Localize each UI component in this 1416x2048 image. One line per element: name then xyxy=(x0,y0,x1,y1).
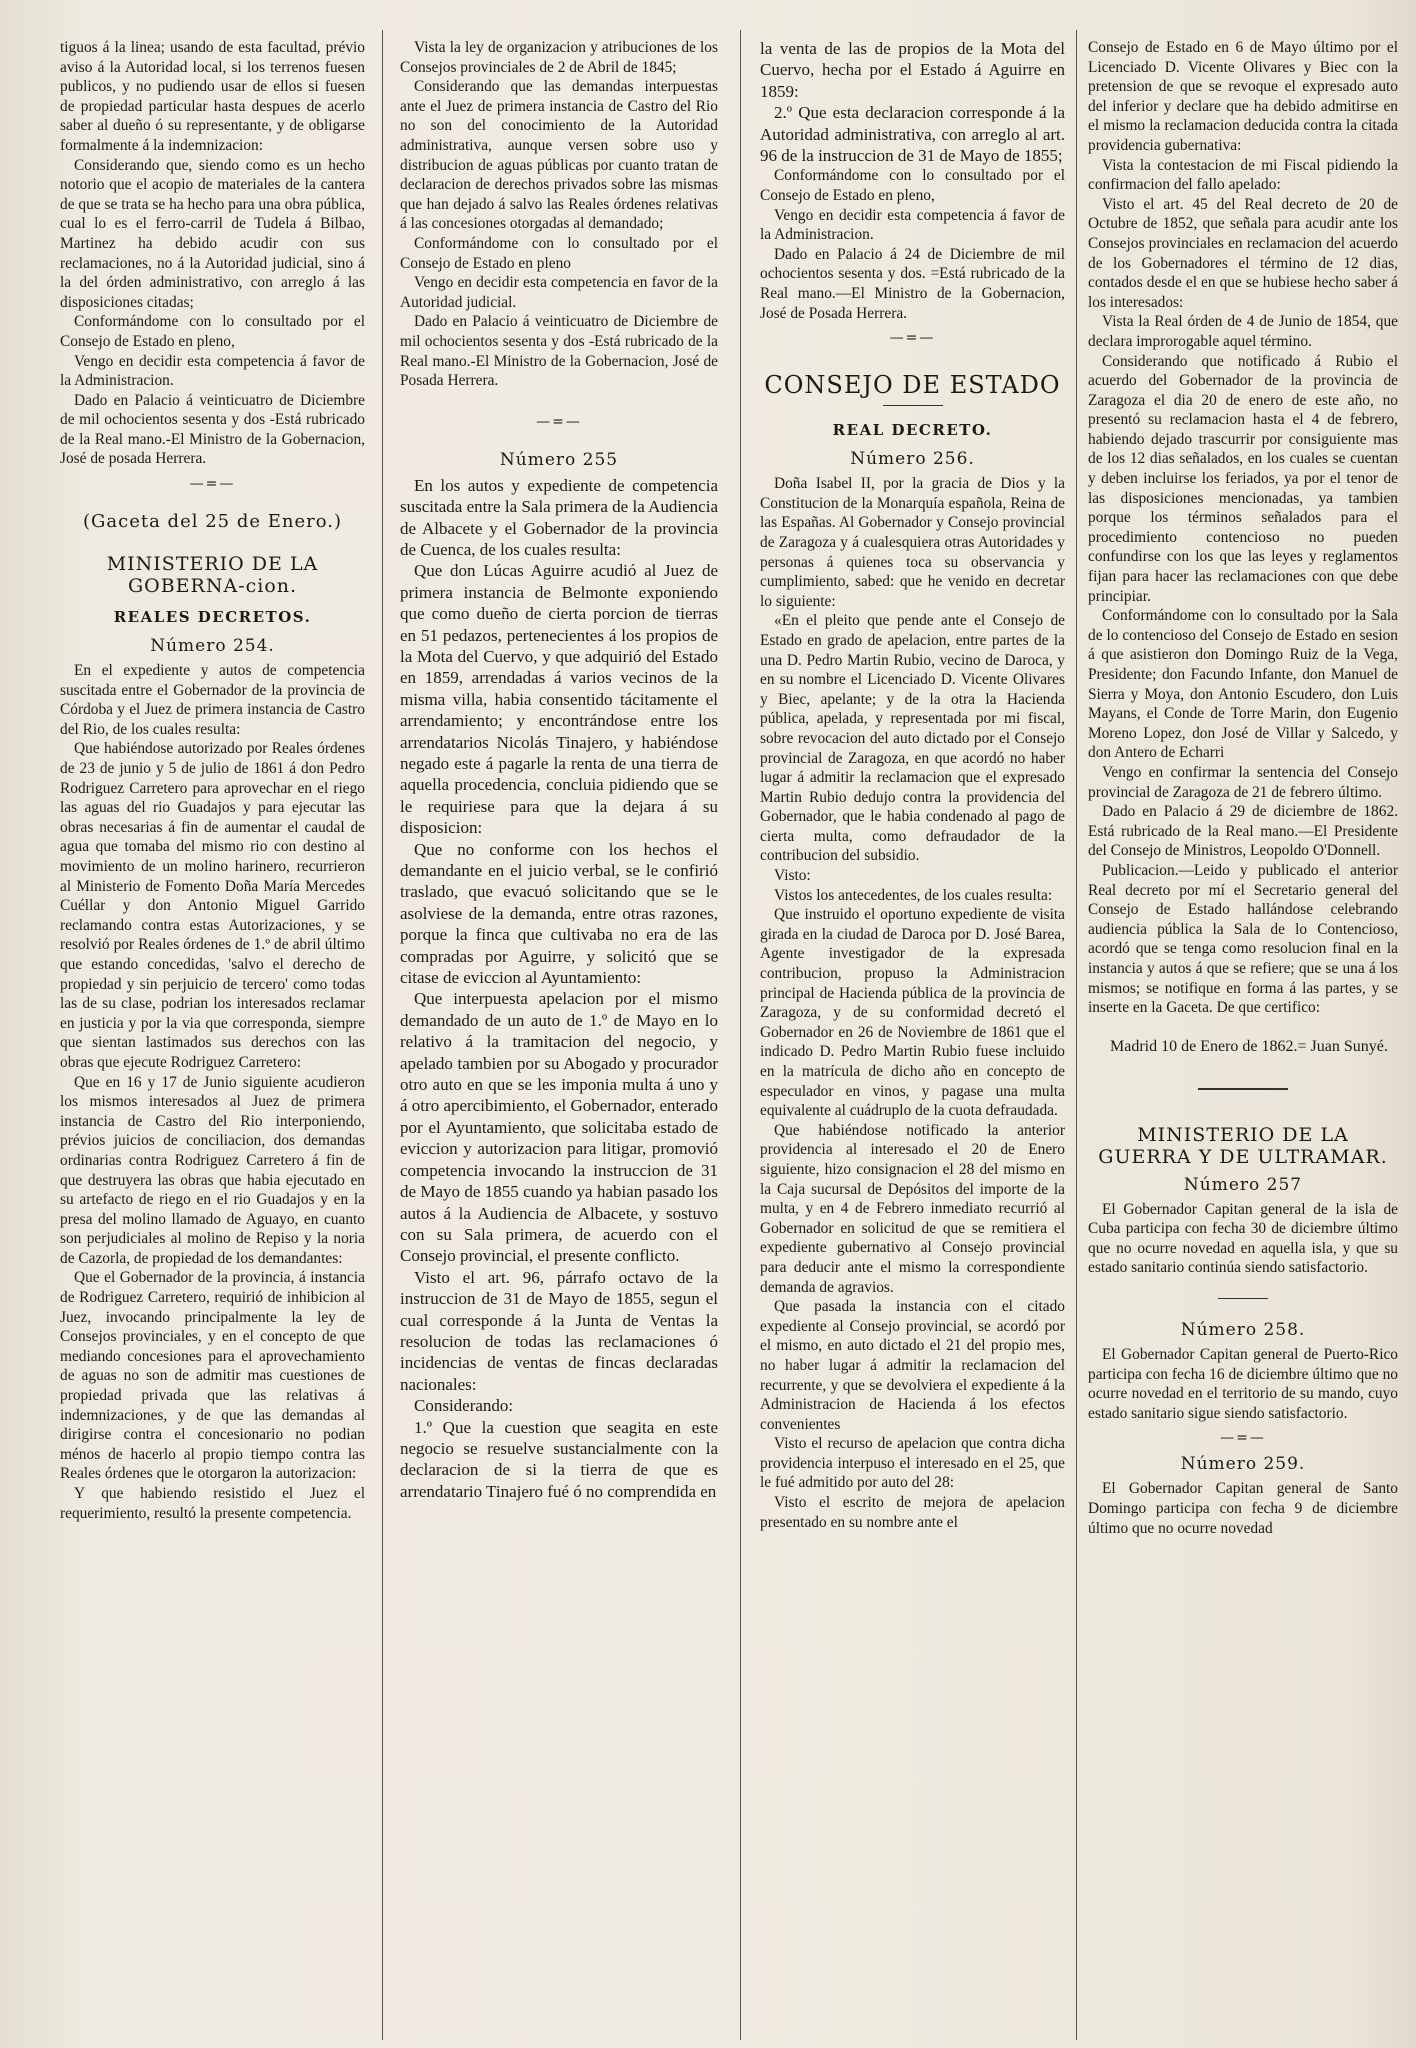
paragraph: Y que habiendo resistido el Juez el requerimiento, resultó la presente competencia. xyxy=(60,1485,365,1522)
paragraph: Vengo en confirmar la sentencia del Consejo provincial de Zaragoza de 21 de febrero último. xyxy=(1088,763,1398,801)
paragraph: Doña Isabel II, por la gracia de Dios y la Constitucion de la Monarquía española, Reina de las Españas. Al Gobernador y Consejo provincial de Zaragoza y á cualesquiera otras Autoridades y personas á quienes toca su observancia y cumplimiento, sabed: que he venido en decretar lo siguiente: xyxy=(760,475,1065,610)
paragraph: Conformándome con lo consultado por la Sala de lo contencioso del Consejo de Estado en sesion á que asistieron don Domingo Ruiz de la Vega, Presidente; don Facundo Infante, don Manuel de Sierra y Moya, don Antonio Escudero, don Luis Mayans, el Conde de Torre Marin, don Eugenio Moreno Lopez, don José de Villar y Salcedo, y don Antero de Echarri xyxy=(1088,607,1398,762)
column-rule xyxy=(382,30,383,2040)
paragraph: «En el pleito que pende ante el Consejo de Estado en grado de apelacion, entre partes de la una D. Pedro Martin Rubio, vecino de Daroca, y en su nombre el Licenciado D. Vicente Olivares y Biec, apelante; y de la otra la Hacienda pública, apelada, y representada por mi fiscal, sobre revocacion del auto dictado por el Consejo provincial de Zaragoza, en que acordó no haber lugar á admitir la reclamacion que el expresado Martin Rubio dedujo contra la providencia del Gobernador, que le habia condenado al pago de cierta multa, como defraudador de la contribucion del subsidio. xyxy=(760,612,1065,865)
separator xyxy=(1218,1298,1268,1299)
paragraph: Visto el recurso de apelacion que contra dicha providencia interpuso el interesado en el 25, que le fué admitido por auto del 28: xyxy=(760,1435,1065,1492)
paragraph: la venta de las de propios de la Mota del Cuervo, hecha por el Estado á Aguirre en 1859: xyxy=(760,39,1065,101)
section-heading: REALES DECRETOS. xyxy=(113,608,312,627)
paragraph: Vistos los antecedentes, de los cuales resulta: xyxy=(774,886,1053,904)
paragraph: Que no conforme con los hechos el demandante en el juicio verbal, se le confirió traslado, que evacuó solicitando que se le asolviese de la demanda, entre otras razones, porque la finca que cultivaba no era de las compradas por Aguirre, y solicitó que se citase de eviccion al Ayuntamiento: xyxy=(400,839,718,988)
ministry-heading: MINISTERIO DE LA GUERRA Y DE ULTRAMAR. xyxy=(1098,1123,1388,1168)
paragraph: Considerando: xyxy=(414,1396,514,1416)
separator: —=— xyxy=(1220,1430,1266,1447)
paragraph: Vista la ley de organizacion y atribuciones de los Consejos provinciales de 2 de Abril de 1845; xyxy=(400,39,718,76)
separator xyxy=(883,405,943,406)
paragraph: El Gobernador Capitan general de Santo Domingo participa con fecha 9 de diciembre último que no ocurre novedad xyxy=(1088,1480,1398,1537)
decree-number: Número 256. xyxy=(850,449,975,470)
paragraph: Vista la contestacion de mi Fiscal pidiendo la confirmacion del fallo apelado: xyxy=(1088,156,1398,194)
paragraph: Vengo en decidir esta competencia en favor de la Autoridad judicial. xyxy=(400,274,718,311)
paragraph: Publicacion.—Leido y publicado el anterior Real decreto por mí el Secretario general del Consejo de Estado hallándose celebrando audiencia pública la Sala de lo Contencioso, acordó que se tenga como resolucion final en la instancia y autos á que se refiere; que se una á los mismos; se notifique en forma á las partes, y se inserte en la Gaceta. De que certifico: xyxy=(1088,861,1398,1017)
paragraph: tiguos á la linea; usando de esta facultad, prévio aviso á la Autoridad local, si los terrenos fuesen publicos, y no pudiendo usar de ellos si fuesen de propiedad particular hasta despues de acerlo saber al dueño ó su representante, y de obligarse formalmente á la indemnizacion: xyxy=(60,39,365,154)
paragraph: En el expediente y autos de competencia suscitada entre el Gobernador de la provincia de Córdoba y el Juez de primera instancia de Castro del Rio, de los cuales resulta: xyxy=(60,662,365,738)
paragraph: Que don Lúcas Aguirre acudió al Juez de primera instancia de Belmonte exponiendo que como dueño de cierta porcion de tierras en 51 pedazos, pertenecientes á los propios de la Mota del Cuervo, y que adquirió del Estado en 1859, arrendadas á varios vecinos de la misma villa, habia consentido tácitamente el arrendamiento; y encontrándose entre los arrendatarios Nicolás Tinajero, y habiéndose negado este á pagarle la renta de una tierra de aquella procedencia, concluia pidiendo que se le requiriese para que la dejara á su disposicion: xyxy=(400,561,718,838)
paragraph: Visto el art. 45 del Real decreto de 20 de Octubre de 1852, que señala para acudir ante los Consejos provinciales en reclamacion del acuerdo de los Gobernadores el término de 12 dias, contados desde el en que se hubiese hecho saber á los interesados: xyxy=(1088,195,1398,311)
paragraph: Que interpuesta apelacion por el mismo demandado de un auto de 1.º de Mayo en lo relativo á la tramitacion del negocio, y apelado tambien por su Abogado y procurador otro auto en que se les imponia multa á uno y á otro apercibimiento, el Gobernador, enterado por el Ayuntamiento, que solicitaba estado de eviccion y autorizacion para litigar, promovió competencia invocando la instruccion de 31 de Mayo de 1855 cuando ya habian pasado los autos á la Audiencia de Albacete, y sostuvo con su Sala primera, de acuerdo con el Consejo provincial, el presente conflicto. xyxy=(400,989,718,1266)
paragraph: Considerando que, siendo como es un hecho notorio que el acopio de materiales de la cantera de que se trata se ha hecho para una obra pública, cual lo es el ferro-carril de Tudela á Bilbao, Martinez ha debido acudir con sus reclamaciones, no á la Autoridad judicial, sino á la del órden administrativo, con arreglo á las disposiciones citadas; xyxy=(60,156,365,311)
paragraph: Que en 16 y 17 de Junio siguiente acudieron los mismos interesados al Juez de primera instancia de Castro del Rio interponiendo, prévios juicios de conciliacion, dos demandas ordinarias contra Rodriguez Carretero á fin de que destruyera las obras que habia ejecutado en su artefacto de riego en el rio Guadajos y en la presa del molino llamado de Aguayo, en cuanto son perjudiciales al molino de Repiso y la noria de Cazorla, de propiedad de los demandantes: xyxy=(60,1073,365,1267)
column-1 xyxy=(60,38,365,2038)
decree-number: Número 257 xyxy=(1183,1174,1303,1195)
column-rule xyxy=(740,30,741,2040)
separator: —=— xyxy=(889,330,936,347)
decree-number: Número 259. xyxy=(1180,1454,1306,1475)
paragraph: Consejo de Estado en 6 de Mayo último por el Licenciado D. Vicente Olivares y Biec con la pretension de que se revoque el expresado auto del inferior y declare que ha debido admitirse en el mismo la reclamacion deducida contra la citada providencia gubernativa: xyxy=(1088,39,1398,154)
paragraph: Considerando que las demandas interpuestas ante el Juez de primera instancia de Castro del Rio no son del conocimiento de la Autoridad administrativa, aunque versen sobre uso y distribucion de aguas públicas por cuanto tratan de declaracion de derechos privados sobre las mismas que han dejado á salvo las Reales órdenes relativas á las concesiones otorgadas al demandado; xyxy=(400,78,718,233)
paragraph: Conformándome con lo consultado por el Consejo de Estado en pleno, xyxy=(760,167,1065,205)
paragraph: Que habiéndose notificado la anterior providencia al interesado el 20 de Enero siguiente, hizo consignacion el 28 del mismo en la Caja sucursal de Depósitos del importe de la multa, y en 4 de Febrero inmediato recurrió al Gobernador en solicitud de que se remitiera el expediente gubernativo al Consejo provincial para deducir ante el mismo la correspondiente demanda de agravios. xyxy=(760,1121,1065,1296)
paragraph: 1.º Que la cuestion que seagita en este negocio se resuelve sustancialmente con la declaracion de si la tierra de que es arrendatario Tinajero fué ó no comprendida en xyxy=(400,1417,718,1501)
paragraph: Dado en Palacio á 24 de Diciembre de mil ochocientos sesenta y dos. =Está rubricado de la Real mano.—El Ministro de la Gobernacion, José de Posada Herrera. xyxy=(760,245,1065,322)
column-3 xyxy=(760,38,1065,2038)
paragraph: Que pasada la instancia con el citado expediente al Consejo provincial, se acordó por el mismo, en auto dictado el 21 del propio mes, no haber lugar á admitir la reclamacion del recurrente, y que se devolviera el expediente á la Administracion de Hacienda á los efectos convenientes xyxy=(760,1298,1065,1433)
paragraph: Vengo en decidir esta competencia á favor de la Administracion. xyxy=(760,206,1065,244)
gaceta-heading: (Gaceta del 25 de Enero.) xyxy=(83,511,342,533)
separator: —=— xyxy=(189,476,236,493)
paragraph: Vengo en decidir esta competencia á favor de la Administracion. xyxy=(60,352,365,390)
paragraph: Visto: xyxy=(774,867,811,885)
paragraph: Considerando que notificado á Rubio el acuerdo del Gobernador de la provincia de Zaragoza el dia 20 de enero de este año, no presentó su reclamacion hasta el 4 de febrero, habiendo dejado trascurrir por consiguiente mas de los 12 dias señalados, en los cuales se cuentan y deben incluirse los feriados, ya por el tenor de las disposiciones mencionadas, ya tambien porque los términos señalados para el procedimiento contencioso no pueden confundirse con los que las leyes y reglamentos fijan para hacer las reclamaciones con que debe principiar. xyxy=(1088,352,1398,605)
paragraph: Dado en Palacio á veinticuatro de Diciembre de mil ochocientos sesenta y dos -Está rubricado de la Real mano.-El Ministro de la Gobernacion, José de posada Herrera. xyxy=(60,391,365,468)
paragraph: Que instruido el oportuno expediente de visita girada en la ciudad de Daroca por D. José Barea, Agente investigador de la expresada contribucion, propuso la Administracion principal de Hacienda pública de la provincia de Zaragoza, y de su conformidad decretó el Gobernador en 26 de Noviembre de 1861 que el indicado D. Pedro Martin Rubio fuese incluido en la matrícula de dicho año en concepto de especulador en vinos, y pagase una multa equivalente al cuádruplo de la cuota defraudada. xyxy=(760,906,1065,1120)
paragraph: Visto el escrito de mejora de apelacion presentado en su nombre ante el xyxy=(760,1494,1065,1531)
paragraph: El Gobernador Capitan general de la isla de Cuba participa con fecha 30 de diciembre último que no ocurre novedad en aquella isla, y que su estado sanitario continúa siendo satisfactorio. xyxy=(1088,1200,1398,1277)
dateline: Madrid 10 de Enero de 1862.= Juan Sunyé. xyxy=(1110,1037,1388,1055)
paragraph: Que el Gobernador de la provincia, á instancia de Rodriguez Carretero, requirió de inhibicion al Juez, invocando principalmente la ley de Consejos provinciales, y en el concepto de que mediando concesiones para el aprovechamiento de aguas no son de admitir mas cuestiones de propiedad privada que las relativas á indemnizaciones, y de que las demandas al dirigirse contra el concesionario no podian ménos de hacerlo al propio tiempo contra las Reales órdenes que le otorgaron la autorizacion: xyxy=(60,1269,365,1483)
column-4 xyxy=(1088,38,1398,2038)
paragraph: 2.º Que esta declaracion corresponde á la Autoridad administrativa, con arreglo al art. 96 de la instruccion de 31 de Mayo de 1855; xyxy=(760,103,1065,166)
paragraph: Dado en Palacio á 29 de diciembre de 1862. Está rubricado de la Real mano.—El Presidente del Consejo de Ministros, Leopoldo O'Donnell. xyxy=(1088,803,1398,860)
paragraph: Que habiéndose autorizado por Reales órdenes de 23 de junio y 5 de julio de 1861 á don Pedro Rodriguez Carretero para aprovechar en el riego las aguas del rio Guadajos y para ejecutar las obras necesarias á fin de aumentar el caudal de agua que tomaba del mismo rio con destino al movimiento de un molino harinero, recurrieron al Ministerio de Fomento Doña María Mercedes Cuéllar y don Antonio Miguel Garrido reclamando contra estas Autorizaciones, y se resolvió por Reales órdenes de 1.º de abril último que estando concedidas, 'salvo el derecho de propiedad y sin perjuicio de tercero' como todas las de su clase, podrian los interesados reclamar en justicia y por la via que corresponda, siempre que sientan lastimados sus derechos con las obras que ejecute Rodriguez Carretero: xyxy=(60,740,365,1071)
column-rule xyxy=(1076,30,1077,2040)
paragraph: Vista la Real órden de 4 de Junio de 1854, que declara improrogable aquel término. xyxy=(1088,313,1398,350)
paragraph: Conformándome con lo consultado por el Consejo de Estado en pleno, xyxy=(60,313,365,350)
decree-number: Número 255 xyxy=(499,449,619,470)
separator xyxy=(1198,1088,1288,1090)
paragraph: Dado en Palacio á veinticuatro de Diciembre de mil ochocientos sesenta y dos -Está rubricado de la Real mano.-El Ministro de la Gobernacion, José de Posada Herrera. xyxy=(400,313,718,390)
paragraph: Visto el art. 96, párrafo octavo de la instruccion de 31 de Mayo de 1855, segun el cual corresponde á la Junta de Ventas la resolucion de todas las reclamaciones ó incidencias de ventas de fincas declaradas nacionales: xyxy=(400,1267,718,1394)
paragraph: En los autos y expediente de competencia suscitada entre la Sala primera de la Audiencia de Albacete y el Gobernador de la provincia de Cuenca, de los cuales resulta: xyxy=(400,475,718,559)
paragraph: El Gobernador Capitan general de Puerto-Rico participa con fecha 16 de diciembre último que no ocurre novedad en el territorio de su mando, cuyo estado sanitario sigue siendo satisfactorio. xyxy=(1088,1346,1398,1422)
decree-number: Número 258. xyxy=(1180,1320,1306,1341)
ministry-heading: MINISTERIO DE LA GOBERNA-cion. xyxy=(106,553,319,598)
paragraph: Conformándome con lo consultado por el Consejo de Estado en pleno xyxy=(400,234,718,272)
decree-number: Número 254. xyxy=(150,636,275,657)
column-2 xyxy=(400,38,718,2038)
section-heading: REAL DECRETO. xyxy=(832,421,993,440)
separator: —=— xyxy=(536,413,582,430)
section-heading: CONSEJO DE ESTADO xyxy=(764,371,1061,400)
